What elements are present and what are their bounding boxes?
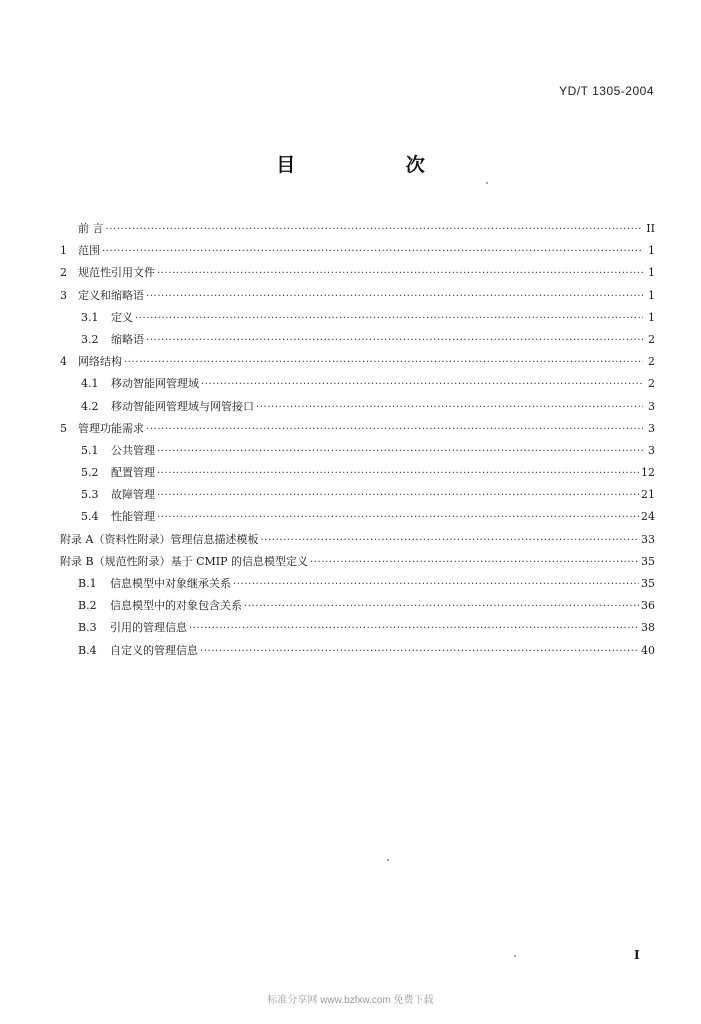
toc-entry-label: 公共管理 (111, 443, 155, 457)
toc-entry-normative-references[interactable] (60, 264, 655, 286)
toc-entry-label: 自定义的管理信息 (110, 643, 198, 657)
toc-entry-number: 4 (60, 355, 67, 369)
toc-entry-network-structure[interactable] (60, 353, 655, 375)
toc-entry-page: 36 (641, 599, 655, 613)
dot-leader (157, 268, 643, 279)
toc-entry-page: 21 (641, 488, 655, 502)
toc-entry-number: 5.4 (81, 510, 99, 524)
toc-entry-label: 故障管理 (111, 488, 155, 502)
toc-entry-page: 2 (648, 355, 655, 369)
toc-entry-label: 移动智能网管理域 (111, 377, 199, 391)
scan-speck (387, 859, 389, 861)
toc-entry-label: 定义 (111, 310, 133, 324)
dot-leader (146, 291, 643, 302)
toc-entry-label: 性能管理 (111, 510, 155, 524)
toc-entry-page: 1 (648, 244, 655, 258)
toc-entry-label: 范围 (78, 244, 100, 258)
standard-code: YD/T 1305-2004 (559, 84, 654, 98)
toc-entry-page: 2 (648, 332, 655, 346)
toc-entry-number: 3.1 (81, 310, 99, 324)
dot-leader (102, 246, 643, 257)
dot-leader (157, 468, 639, 479)
toc-entry-number: 1 (60, 244, 67, 258)
toc-entry-page: 35 (641, 577, 655, 590)
toc-entry-label: 信息模型中对象继承关系 (110, 577, 231, 590)
toc-entry-label: 管理功能需求 (78, 421, 144, 435)
toc-entry-label: 缩略语 (111, 332, 144, 346)
toc-entry-page: 1 (648, 266, 655, 280)
toc-entry-configuration-management[interactable] (60, 464, 655, 486)
dot-leader (135, 313, 643, 324)
dot-leader (157, 512, 639, 523)
dot-leader (189, 623, 639, 634)
toc-entry-page: II (646, 222, 655, 235)
toc-entry-appendix-b[interactable] (60, 553, 655, 575)
toc-entry-fault-management[interactable] (60, 486, 655, 508)
toc-entry-page: 33 (641, 532, 655, 546)
toc-entry-page: 24 (641, 510, 655, 524)
toc-entry-performance-management[interactable] (60, 508, 655, 530)
toc-entry-label: 信息模型中的对象包含关系 (110, 599, 242, 613)
toc-entry-domain-interface[interactable] (60, 398, 655, 420)
toc-entry-label: 移动智能网管理域与网管接口 (111, 399, 254, 413)
toc-entry-scope[interactable] (60, 242, 655, 264)
table-of-contents (60, 220, 655, 664)
dot-leader (310, 557, 639, 568)
dot-leader (146, 424, 643, 435)
page-number: I (634, 948, 640, 962)
toc-entry-label: 引用的管理信息 (110, 621, 187, 635)
toc-entry-number: 5.3 (81, 488, 99, 502)
toc-entry-b4[interactable] (60, 642, 655, 664)
toc-entry-page: 2 (648, 377, 655, 391)
toc-entry-number: 4.2 (81, 399, 99, 413)
toc-entry-number: 3.2 (81, 332, 99, 346)
toc-entry-label: 附录 B（规范性附录）基于 CMIP 的信息模型定义 (60, 554, 308, 568)
toc-entry-number: B.4 (78, 643, 97, 657)
toc-entry-number: 2 (60, 266, 67, 280)
dot-leader (157, 446, 643, 457)
toc-entry-number: 4.1 (81, 377, 99, 391)
watermark-text: 标准分享网 www.bzfxw.com 免费下载 (267, 995, 434, 1006)
toc-entry-management-requirements[interactable] (60, 420, 655, 442)
toc-entry-b3[interactable] (60, 619, 655, 641)
toc-entry-b1[interactable] (60, 575, 655, 597)
dot-leader (244, 601, 639, 612)
toc-entry-page: 1 (648, 288, 655, 302)
dot-leader (233, 579, 639, 590)
toc-entry-page: 3 (648, 443, 655, 457)
scan-speck (514, 955, 516, 957)
toc-entry-label: 定义和缩略语 (78, 288, 144, 302)
toc-entry-page: 3 (648, 399, 655, 413)
dot-leader (106, 224, 644, 235)
dot-leader (256, 402, 643, 413)
toc-entry-number: 5 (60, 421, 67, 435)
toc-entry-label: 附录 A（资料性附录）管理信息描述模板 (60, 532, 259, 546)
toc-entry-label: 前 言 (78, 222, 104, 235)
dot-leader (124, 357, 643, 368)
toc-entry-definitions-abbreviations[interactable] (60, 287, 655, 309)
toc-entry-b2[interactable] (60, 597, 655, 619)
dot-leader (157, 490, 639, 501)
toc-entry-page: 40 (641, 643, 655, 657)
toc-entry-number: B.3 (78, 621, 97, 635)
dot-leader (146, 335, 643, 346)
toc-entry-number: 3 (60, 288, 67, 302)
toc-entry-page: 1 (648, 310, 655, 324)
toc-entry-number: 5.2 (81, 466, 99, 480)
toc-entry-foreword[interactable] (60, 220, 655, 242)
toc-entry-management-domain[interactable] (60, 375, 655, 397)
toc-entry-page: 35 (641, 554, 655, 568)
dot-leader (201, 379, 643, 390)
page-title: 目 次 (276, 154, 477, 176)
dot-leader (200, 646, 639, 657)
toc-entry-common-management[interactable] (60, 442, 655, 464)
toc-entry-page: 38 (641, 621, 655, 635)
toc-entry-number: 5.1 (81, 443, 99, 457)
scan-speck (486, 182, 488, 184)
toc-entry-abbreviations[interactable] (60, 331, 655, 353)
toc-entry-definitions[interactable] (60, 309, 655, 331)
toc-entry-page: 12 (641, 466, 655, 480)
toc-entry-page: 3 (648, 421, 655, 435)
dot-leader (260, 535, 639, 546)
toc-entry-number: B.1 (78, 577, 97, 590)
toc-entry-appendix-a[interactable] (60, 531, 655, 553)
toc-entry-label: 配置管理 (111, 466, 155, 480)
toc-entry-label: 规范性引用文件 (78, 266, 155, 280)
toc-entry-number: B.2 (78, 599, 97, 613)
toc-entry-label: 网络结构 (78, 355, 122, 369)
